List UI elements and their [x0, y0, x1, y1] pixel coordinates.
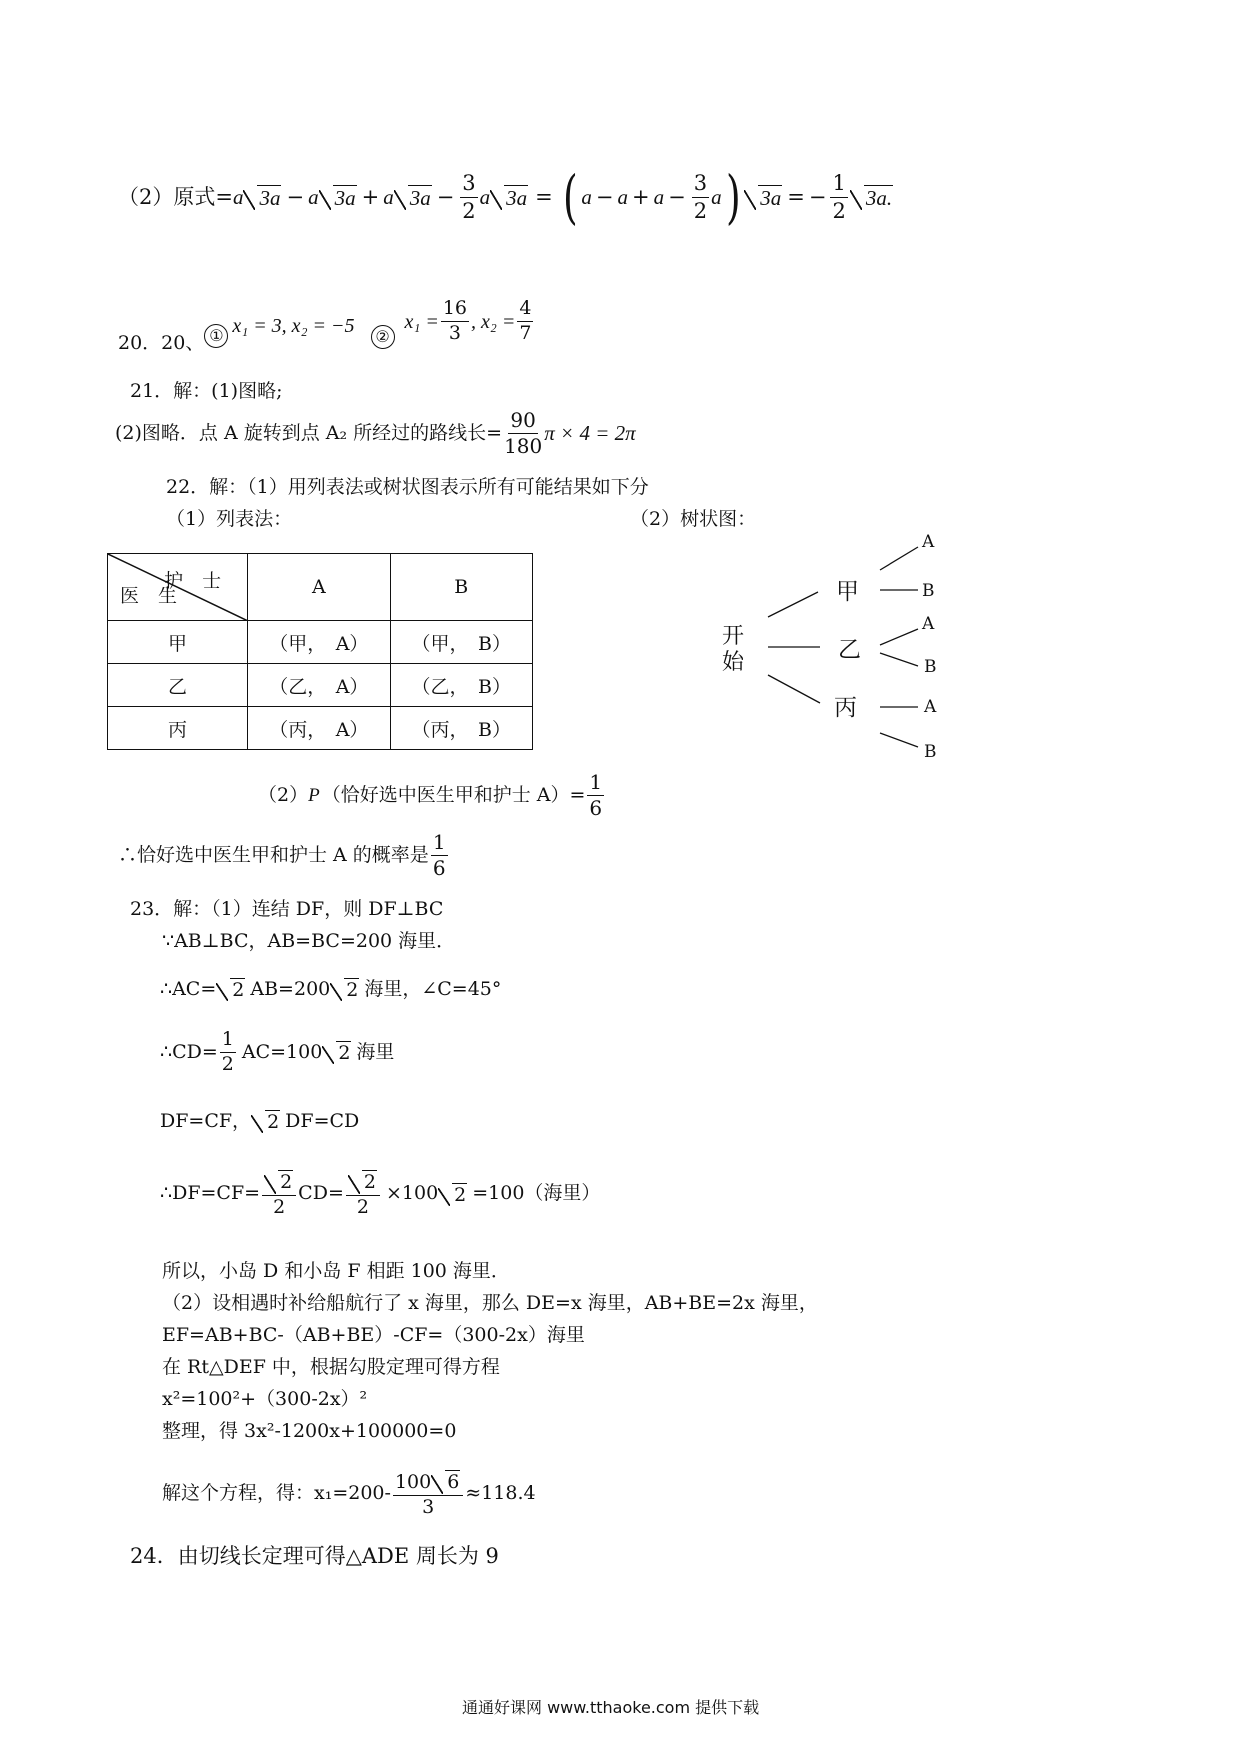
tree-branch	[880, 629, 918, 645]
row-header: 甲	[108, 621, 248, 664]
text: ∴DF=CF=	[160, 1182, 261, 1205]
outcome-table	[107, 553, 533, 750]
paren-open: (	[562, 163, 578, 231]
table-cell: （乙， A）	[248, 664, 390, 707]
q22-line-1: 22．解：（1）用列表法或树状图表示所有可能结果如下分	[166, 476, 649, 498]
q21-line-1: 21．解：(1)图略;	[130, 380, 283, 402]
text: 解这个方程，得：x₁=200-	[162, 1482, 391, 1505]
corner-nurse: 护 士	[164, 570, 222, 592]
fraction: $\frac{1}{6}$	[432, 830, 446, 880]
q22-probability	[258, 772, 606, 819]
sqrt-term: 2	[251, 1110, 280, 1132]
text: ≈118.4	[465, 1482, 536, 1505]
tree-node: 乙	[838, 637, 861, 663]
var-a: a	[581, 184, 592, 209]
tree-root-bottom: 始	[722, 650, 745, 675]
diagonal-header-cell	[108, 554, 248, 621]
tree-branch	[768, 592, 818, 617]
q20-x2: , x₂ =	[471, 310, 516, 333]
fraction: $\frac{3}{2}$	[693, 171, 708, 223]
sqrt-term: 3a.	[850, 185, 893, 209]
formula-line-19-2	[118, 163, 894, 231]
tree-branch	[768, 675, 820, 703]
tree-root-top: 开	[722, 624, 745, 649]
table-cell: （甲， B）	[390, 621, 532, 664]
header-b: B	[390, 554, 532, 621]
op: =	[535, 184, 553, 209]
sqrt-term: 3a	[744, 185, 782, 209]
q23-line-12: 整理，得 3x²-1200x+100000=0	[162, 1420, 457, 1442]
q20-x1: x₁ =	[404, 310, 439, 333]
tree-leaf: A	[924, 697, 937, 717]
tree-leaf: B	[924, 657, 937, 677]
op: +	[632, 184, 650, 209]
var-a: a	[308, 184, 319, 209]
text: ∴CD=	[160, 1040, 218, 1063]
fraction: $\frac{16}{3}$	[442, 297, 468, 344]
text: 海里，∠C=45°	[364, 977, 502, 1000]
text: ∴AC=	[160, 977, 217, 1000]
tree-node: 甲	[836, 579, 859, 605]
op: −	[668, 184, 686, 209]
conclusion-text: ∴恰好选中医生甲和护士 A 的概率是	[118, 844, 429, 866]
q23-line-4	[160, 1030, 394, 1075]
text: AC=100	[241, 1040, 323, 1063]
table-cell: （乙， B）	[390, 664, 532, 707]
corner-doctor: 医 生	[120, 585, 178, 607]
sqrt-term: 3a	[394, 185, 432, 209]
circled-two: ②	[371, 325, 395, 349]
q23-line-10: 在 Rt△DEF 中，根据勾股定理可得方程	[162, 1356, 500, 1378]
row-header: 乙	[108, 664, 248, 707]
tree-leaf: B	[922, 581, 935, 601]
text: 海里	[356, 1040, 395, 1063]
tree-node: 丙	[834, 695, 857, 721]
p-prefix: （2）	[258, 784, 309, 806]
sqrt-term: 3a	[490, 185, 528, 209]
q23-line-3	[160, 978, 501, 1000]
q23-line-5	[160, 1110, 359, 1132]
table-cell: （甲， A）	[248, 621, 390, 664]
op: −	[808, 184, 827, 209]
text: =100（海里）	[472, 1182, 601, 1205]
var-a: a	[383, 184, 394, 209]
tree-leaf: B	[924, 742, 937, 762]
fraction: $\frac{2}{2}$	[262, 1170, 296, 1218]
q22-table-caption: （1）列表法：	[166, 508, 293, 530]
q20-solution-1: x₁ = 3, x₂ = −5	[232, 314, 355, 337]
fraction: $\frac{1}{6}$	[589, 770, 603, 820]
text: AB=200	[250, 977, 331, 1000]
q23-line-7: 所以，小岛 D 和小岛 F 相距 100 海里．	[162, 1260, 510, 1282]
fraction: $\frac{100 6}{3}$	[393, 1470, 463, 1518]
p-text: （恰好选中医生甲和护士 A）=	[321, 784, 586, 806]
fraction: $\frac{2}{2}$	[346, 1170, 380, 1218]
text: ×100	[385, 1182, 439, 1205]
text: CD=	[298, 1182, 344, 1205]
var-a: a	[653, 184, 665, 209]
tree-branch	[880, 653, 918, 666]
q23-line-13	[162, 1470, 536, 1518]
tree-leaf: A	[922, 532, 935, 552]
text: DF=CD	[285, 1109, 360, 1132]
fraction: $\frac{90}{180}$	[504, 408, 543, 458]
fraction: $\frac{3}{2}$	[462, 171, 476, 223]
op: −	[595, 184, 614, 209]
sqrt-term: 2	[438, 1183, 467, 1205]
sqrt-term: 2	[322, 1041, 351, 1063]
q23-line-11: x²=100²+（300-2x）²	[162, 1388, 368, 1410]
tree-branch	[880, 547, 918, 570]
page-footer: 通通好课网 www.tthaoke.com 提供下载	[462, 1698, 760, 1717]
q21-tail: π × 4 = 2π	[544, 421, 636, 445]
q23-line-8: （2）设相遇时补给船航行了 x 海里，那么 DE=x 海里，AB+BE=2x 海里，	[162, 1292, 818, 1314]
q23-line-1: 23．解：（1）连结 DF，则 DF⊥BC	[130, 898, 444, 920]
row-header: 丙	[108, 707, 248, 750]
op: =	[787, 184, 805, 209]
header-a: A	[248, 554, 390, 621]
sqrt-term: 3a	[319, 185, 357, 209]
var-a: a	[479, 184, 491, 209]
fraction: $\frac{1}{2}$	[221, 1028, 234, 1075]
table-cell: （丙， B）	[390, 707, 532, 750]
table-cell: （丙， A）	[248, 707, 390, 750]
var-a: a	[617, 184, 629, 209]
op: +	[361, 184, 380, 209]
op: −	[436, 184, 455, 209]
tree-leaf: A	[922, 614, 935, 634]
q23-line-6	[160, 1170, 600, 1218]
q23-line-9: EF=AB+BC-（AB+BE）-CF=（300-2x）海里	[162, 1324, 585, 1346]
fraction: $\frac{4}{7}$	[519, 297, 532, 344]
paren-close: )	[725, 163, 741, 231]
q20-label: 20．20、	[118, 332, 205, 354]
p-symbol: P	[308, 785, 320, 806]
q23-line-2: ∵AB⊥BC，AB=BC=200 海里．	[162, 930, 456, 952]
q22-conclusion	[118, 832, 450, 879]
sqrt-term: 2	[216, 978, 245, 1000]
q20-line	[118, 290, 535, 353]
circled-one: ①	[204, 324, 228, 348]
tree-branch	[880, 733, 918, 747]
var-a: a	[711, 184, 722, 209]
tree-diagram	[720, 525, 980, 765]
text: DF=CF，	[160, 1109, 252, 1132]
q22-tree-caption: （2）树状图：	[630, 508, 757, 530]
op: −	[286, 184, 305, 209]
sqrt-term: 3a	[243, 185, 281, 209]
q24-line-1: 24．由切线长定理可得△ADE 周长为 9	[130, 1544, 499, 1568]
q21-text: (2)图略．点 A 旋转到点 A₂ 所经过的路线长=	[115, 422, 503, 444]
formula-prefix: （2）原式=	[118, 184, 233, 209]
var-a: a	[232, 184, 244, 209]
q21-line-2	[115, 410, 636, 457]
sqrt-term: 2	[330, 978, 359, 1000]
fraction: $\frac{1}{2}$	[832, 171, 846, 223]
